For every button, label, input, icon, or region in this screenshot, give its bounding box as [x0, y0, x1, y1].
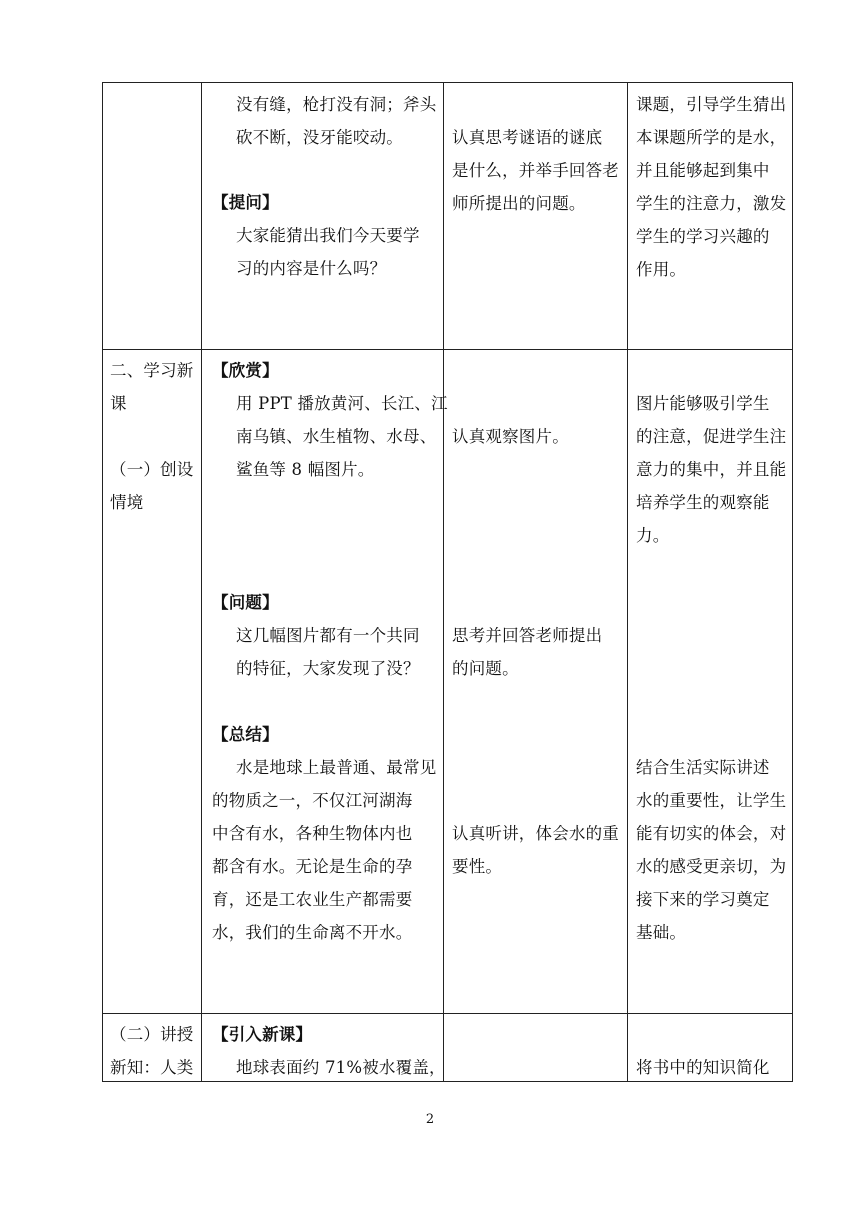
content-line: 没有缝，枪打没有洞；斧头	[236, 95, 437, 114]
student-activity-line: 思考并回答老师提出	[452, 626, 603, 645]
content-line: 育，还是工农业生产都需要	[212, 890, 413, 909]
intent-line: 图片能够吸引学生	[636, 394, 770, 413]
student-activity-line: 是什么，并举手回答老	[452, 161, 619, 180]
section-heading: 【提问】	[212, 193, 279, 212]
page-number: 2	[425, 1112, 435, 1127]
content-line: 习的内容是什么吗？	[236, 259, 387, 278]
content-line: 都含有水。无论是生命的孕	[212, 857, 413, 876]
intent-line: 基础。	[636, 923, 687, 942]
intent-line: 的注意，促进学生注	[636, 427, 787, 446]
step-label: 新知：人类	[110, 1058, 194, 1077]
content-line: 地球表面约 71%被水覆盖，	[236, 1058, 446, 1077]
content-line: 这几幅图片都有一个共同	[236, 626, 420, 645]
student-activity-line: 要性。	[452, 857, 503, 876]
intent-line: 意力的集中，并且能	[636, 460, 787, 479]
intent-line: 水的重要性，让学生	[636, 791, 787, 810]
content-line: 用 PPT 播放黄河、长江、江	[236, 394, 448, 413]
student-activity-line: 认真思考谜语的谜底	[452, 128, 603, 147]
section-heading: 【欣赏】	[212, 361, 279, 380]
student-activity-line: 认真听讲，体会水的重	[452, 824, 619, 843]
column-divider	[443, 83, 444, 1081]
content-line: 大家能猜出我们今天要学	[236, 226, 420, 245]
step-label: （一）创设	[110, 460, 194, 479]
section-heading: 【总结】	[212, 725, 279, 744]
intent-line: 学生的注意力，激发	[636, 194, 787, 213]
column-divider	[201, 83, 202, 1081]
step-label: 情境	[110, 493, 144, 512]
intent-line: 课题，引导学生猜出	[636, 95, 787, 114]
content-line: 水是地球上最普通、最常见	[236, 758, 437, 777]
content-line: 的特征，大家发现了没？	[236, 659, 420, 678]
intent-line: 培养学生的观察能	[636, 493, 770, 512]
student-activity-line: 师所提出的问题。	[452, 194, 586, 213]
step-label: 二、学习新	[110, 361, 194, 380]
intent-line: 能有切实的体会，对	[636, 824, 787, 843]
content-line: 砍不断，没牙能咬动。	[236, 128, 403, 147]
section-heading: 【问题】	[212, 593, 279, 612]
section-heading: 【引入新课】	[212, 1025, 313, 1044]
student-activity-line: 认真观察图片。	[452, 427, 569, 446]
content-line: 鲨鱼等 8 幅图片。	[236, 460, 375, 479]
row-divider	[103, 1013, 792, 1014]
content-line: 南乌镇、水生植物、水母、	[236, 427, 437, 446]
intent-line: 将书中的知识简化	[636, 1058, 770, 1077]
intent-line: 作用。	[636, 260, 687, 279]
column-divider	[627, 83, 628, 1081]
intent-line: 水的感受更亲切，为	[636, 857, 787, 876]
content-line: 水，我们的生命离不开水。	[212, 923, 413, 942]
intent-line: 本课题所学的是水，	[636, 128, 787, 147]
step-label: （二）讲授	[110, 1025, 194, 1044]
intent-line: 并且能够起到集中	[636, 161, 770, 180]
content-line: 的物质之一，不仅江河湖海	[212, 791, 413, 810]
intent-line: 结合生活实际讲述	[636, 758, 770, 777]
intent-line: 学生的学习兴趣的	[636, 227, 770, 246]
content-line: 中含有水，各种生物体内也	[212, 824, 413, 843]
row-divider	[103, 349, 792, 350]
step-label: 课	[110, 394, 127, 413]
student-activity-line: 的问题。	[452, 659, 519, 678]
intent-line: 接下来的学习奠定	[636, 890, 770, 909]
intent-line: 力。	[636, 526, 670, 545]
